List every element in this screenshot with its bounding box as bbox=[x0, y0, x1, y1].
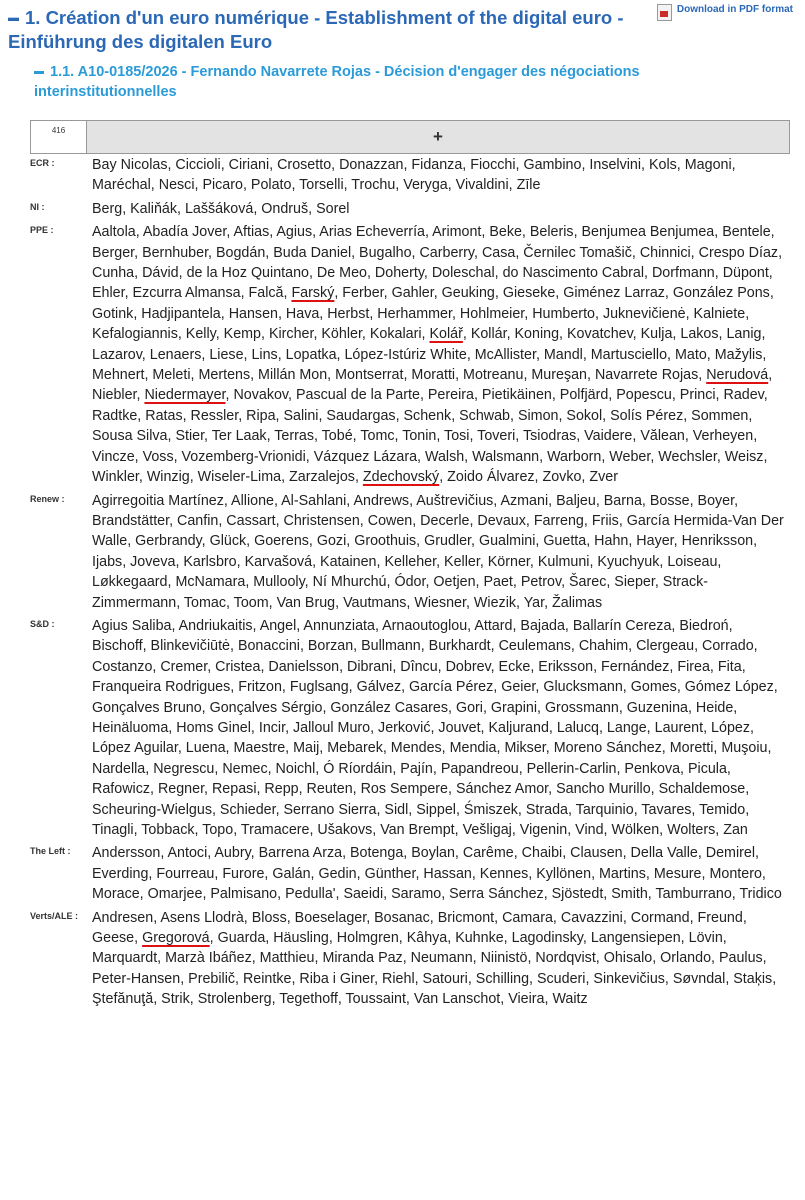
group-name: NI : bbox=[30, 201, 45, 212]
group-name: PPE : bbox=[30, 225, 54, 236]
vote-summary bbox=[30, 120, 790, 154]
members-text: , Niebler, bbox=[92, 367, 773, 404]
group-row bbox=[30, 908, 788, 1010]
group-members bbox=[92, 616, 788, 840]
group-row bbox=[30, 199, 788, 219]
collapse-icon[interactable]: ▬ bbox=[34, 66, 44, 77]
underlined-member: Farský bbox=[291, 285, 335, 302]
political-groups-list bbox=[30, 152, 788, 1010]
group-row bbox=[30, 843, 788, 904]
vote-count: 416 bbox=[31, 121, 87, 153]
members-text: Aaltola, Abadía Jover, Aftias, Agius, Arias Echeverría, Arimont, Beke, Beleris, Benjumea Benjumea, Bentele, Berger, Bernhuber, Bogdán, Buda Daniel, Bugalho, Carberry, Casa, Černilec Tomašič, Chinnici, Crespo Díaz, Cunha, Dávid, de la Hoz Quintano, De Meo, Doherty, Doleschal, do Nascimento Cabral, Dorfmann, Düpont, Ehler, Ezcurra Almansa, Falcă, bbox=[92, 224, 783, 302]
section-title: ▬ 1. Création d'un euro numérique - Establishment of the digital euro - Einführung des digitalen Euro bbox=[8, 7, 624, 52]
pdf-icon bbox=[657, 4, 672, 21]
group-members bbox=[92, 155, 788, 196]
group-members bbox=[92, 199, 788, 219]
underlined-member: Nerudová bbox=[706, 367, 769, 384]
vote-result: + bbox=[87, 121, 789, 153]
members-text: Agirregoitia Martínez, Allione, Al-Sahlani, Andrews, Auštrevičius, Azmani, Baljeu, Barna, Bosse, Boyer, Brandstätter, Canfin, Cassart, Christensen, Cowen, Decerle, Devaux, Farreng, Friis, García Hermida-Van Der Walle, Gerbrandy, Glück, Goerens, Gozi, Groothuis, Grudler, Gualmini, Guetta, Hahn, Hayer, Henriksson, Ijabs, Joveva, Karlsbro, Karvašová, Katainen, Kelleher, Keller, Körner, Kulmuni, Kyuchyuk, Loiseau, Løkkegaard, McNamara, Mullooly, Ní Mhurchú, Ódor, Oetjen, Paet, Petrov, Šarec, Sieper, Strack-Zimmermann, Tomac, Toom, Van Brug, Vautmans, Wiesner, Wiezik, Yar, Žalimas bbox=[92, 492, 784, 611]
members-text: , Ferber, Gahler, Geuking, Gieseke, Giménez Larraz, González Pons, Gotink, Hadjipantela, Hansen, Hava, Herbst, Herhammer, Hohlmeier, Humberto, Juknevičienė, Kalniete, Kefalogiannis, Kelly, Kemp, Kircher, Köhler, Kokalari, bbox=[92, 285, 774, 343]
group-members bbox=[92, 491, 788, 613]
group-name: Renew : bbox=[30, 493, 65, 504]
underlined-member: Niedermayer bbox=[144, 387, 226, 404]
underlined-member: Kolář bbox=[429, 326, 463, 343]
members-text: Bay Nicolas, Ciccioli, Ciriani, Crosetto, Donazzan, Fidanza, Fiocchi, Gambino, Inselvini, Kols, Magoni, Maréchal, Nesci, Picaro, Polato, Torselli, Trochu, Veryga, Vivaldini, Zīle bbox=[92, 157, 736, 194]
group-members bbox=[92, 908, 788, 1010]
subsection-title: ▬ 1.1. A10-0185/2026 - Fernando Navarrete Rojas - Décision d'engager des négociations interinstitutionnelles bbox=[34, 64, 640, 100]
members-text: Andersson, Antoci, Aubry, Barrena Arza, Botenga, Boylan, Carême, Chaibi, Clausen, Della Valle, Demirel, Everding, Fourreau, Furore, Galán, Gedin, Günther, Hassan, Kennes, Kyllönen, Martins, Mesure, Montero, Morace, Omarjee, Palmisano, Pedulla', Saeidi, Saramo, Serra Sánchez, Sjöstedt, Smith, Tamburrano, Tridico bbox=[92, 845, 782, 903]
group-name: S&D : bbox=[30, 618, 55, 629]
group-row bbox=[30, 616, 788, 840]
group-name: Verts/ALE : bbox=[30, 910, 79, 921]
members-text: Andresen, Asens Llodrà, Bloss, Boeselager, Bosanac, Bricmont, Camara, Cavazzini, Cormand, Freund, Geese, bbox=[92, 909, 747, 947]
group-row bbox=[30, 491, 788, 613]
group-members bbox=[92, 843, 788, 904]
members-text: , Novakov, Pascual de la Parte, Pereira, Pietikäinen, Polfjärd, Popescu, Princi, Radev, Radtke, Ratas, Ressler, Ripa, Salini, Saudargas, Schenk, Schwab, Simon, Sokol, Solís Pérez, Sommen, Sousa Silva, Stier, Ter Laak, Terras, Tobé, Tomc, Tonin, Tosi, Toveri, Tsiodras, Vaidere, Vălean, Verheyen, Vincze, Voss, Vozemberg-Vrionidi, Vázquez Lázara, Walsh, Walsmann, Warborn, Weber, Wechsler, Weisz, Winkler, Winzig, Wiseler-Lima, Zarzalejos, bbox=[92, 387, 768, 486]
collapse-icon[interactable]: ▬ bbox=[8, 12, 19, 24]
underlined-member: Zdechovský bbox=[362, 469, 440, 486]
members-text: Agius Saliba, Andriukaitis, Angel, Annunziata, Arnaoutoglou, Attard, Bajada, Ballarín Cereza, Biedroń, Bischoff, Blinkevičiūtė, Bonaccini, Borzan, Bullmann, Burkhardt, Ceulemans, Chahim, Clergeau, Corrado, Costanzo, Cremer, Cristea, Danielsson, Dibrani, Dîncu, Dobrev, Ecke, Eriksson, Fernández, Firea, Fita, Franqueira Rodrigues, Fritzon, Fuglsang, Gálvez, García Pérez, Geier, Glucksmann, Gomes, Gómez López, Gonçalves Bruno, Gonçalves Sérgio, González Casares, Gori, Grapini, Grossmann, Guzenina, Heide, Heinäluoma, Homs Ginel, Incir, Jalloul Muro, Jerković, Jouvet, Kaljurand, Lalucq, Lange, Laurent, López, López Aguilar, Luena, Maestre, Maij, Mebarek, Mendes, Mendia, Mikser, Moreno Sánchez, Moretti, Muşoiu, Nardella, Negrescu, Nemec, Noichl, Ó Ríordáin, Pajín, Papandreou, Pellerin-Carlin, Penkova, Picula, Rafowicz, Regner, Repasi, Repp, Reuten, Ros Sempere, Sánchez Amor, Sancho Murillo, Schaldemose, Scheuring-Wielgus, Schieder, Serrano Sierra, Sidl, Sippel, Śmiszek, Strada, Tarquinio, Tavares, Temido, Tinagli, Tobback, Topo, Tramacere, Ušakovs, Van Brempt, Vešligaj, Vigenin, Vind, Wölken, Wolters, Zan bbox=[92, 617, 778, 838]
group-row bbox=[30, 222, 788, 487]
group-row bbox=[30, 155, 788, 196]
group-name: ECR : bbox=[30, 158, 55, 168]
members-text: , Kollár, Koning, Kovatchev, Kulja, Lakos, Lanig, Lazarov, Lenaers, Liese, Lins, Lopatka, López-Istúriz White, McAllister, Mandl, Martusciello, Mato, Mažylis, Mehnert, Meleti, Mertens, Millán Mon, Montserrat, Moratti, Motreanu, Mureşan, Navarrete Rojas, bbox=[92, 326, 767, 384]
group-members bbox=[92, 222, 788, 487]
group-name: The Left : bbox=[30, 846, 71, 857]
members-text: , Zoido Álvarez, Zovko, Zver bbox=[439, 469, 618, 486]
members-text: , Guarda, Häusling, Holmgren, Kâhya, Kuhnke, Lagodinsky, Langensiepen, Lövin, Marquardt, Marzà Ibáñez, Matthieu, Miranda Paz, Neumann, Niinistö, Nordqvist, Ohisalo, Orlando, Paulus, Peter-Hansen, Prebilič, Reintke, Riba i Giner, Riehl, Satouri, Schilling, Scuderi, Sinkevičius, Søvndal, Staķis, Ştefănuţă, Strik, Strolenberg, Tegethoff, Toussaint, Van Lanschot, Vieira, Waitz bbox=[92, 930, 777, 1008]
pdf-download-link[interactable]: Download in PDF format bbox=[657, 4, 793, 21]
underlined-member: Gregorová bbox=[142, 930, 210, 947]
members-text: Berg, Kaliňák, Laššáková, Ondruš, Sorel bbox=[92, 200, 350, 217]
